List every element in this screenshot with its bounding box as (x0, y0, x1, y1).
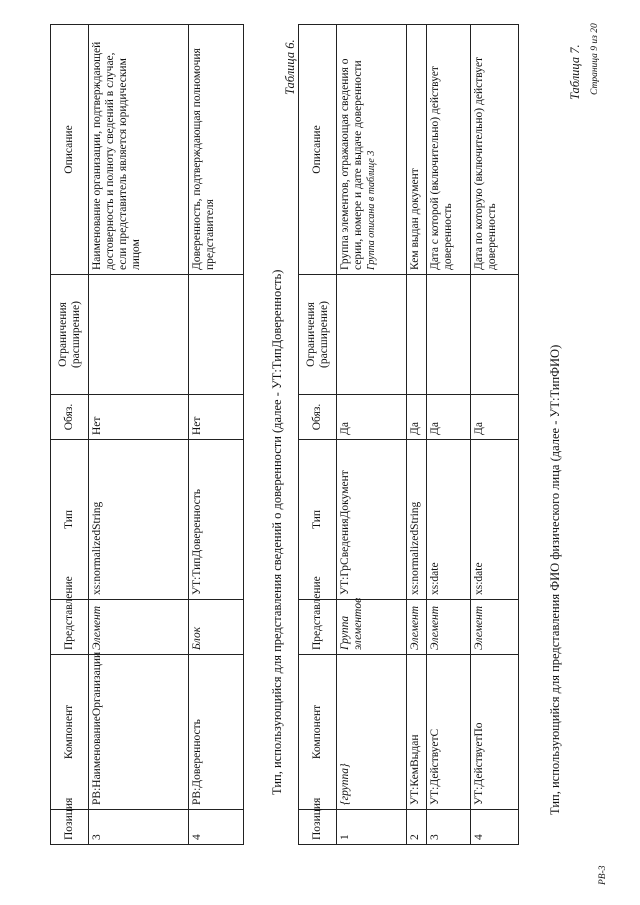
cell-comp: РВ:Доверенность (189, 655, 244, 810)
header-comp: Компонент (299, 655, 337, 810)
cell-type: УТ:ТипДоверенность (189, 440, 244, 600)
cell-lim (337, 275, 407, 395)
cell-req: Да (427, 395, 471, 440)
cell-type: УТ:ГрСведенияДокумент (337, 440, 407, 600)
cell-comp: УТ:КемВыдан (407, 655, 427, 810)
cell-comp: РВ:НаименованиеОрганизации (89, 655, 189, 810)
cell-repr: Элемент (407, 600, 427, 655)
cell-req: Нет (189, 395, 244, 440)
cell-desc-note: Группа описана в таблице 3 (366, 150, 377, 270)
header-repr: Представление (299, 600, 337, 655)
cell-lim (89, 275, 189, 395)
cell-desc: Доверенность, подтверждающая полномочия представителя (189, 25, 244, 275)
header-repr: Представление (51, 600, 89, 655)
cell-req: Нет (89, 395, 189, 440)
cell-repr: Элемент (89, 600, 189, 655)
table6-header (299, 25, 337, 845)
table6-label: Таблица 6. (283, 39, 297, 95)
cell-pos: 1 (337, 810, 407, 845)
cell-type: xs:date (471, 440, 519, 600)
header-pos: Позиция (51, 810, 89, 845)
cell-repr: Элемент (471, 600, 519, 655)
cell-req: Да (471, 395, 519, 440)
cell-req: Да (407, 395, 427, 440)
cell-lim (471, 275, 519, 395)
cell-type: xs:normalizedString (407, 440, 427, 600)
table6-caption: Тип, использующийся для представления сведений о доверенности (далее - УТ:ТипДоверенность) (270, 269, 284, 795)
cell-pos: 3 (427, 810, 471, 845)
cell-pos: 4 (189, 810, 244, 845)
header-comp: Компонент (51, 655, 89, 810)
cell-req: Да (337, 395, 407, 440)
cell-repr: Группа элементов (337, 600, 407, 655)
header-desc: Описание (51, 25, 89, 275)
header-req: Обяз. (51, 395, 89, 440)
cell-comp: УТ:ДействуетС (427, 655, 471, 810)
cell-type: xs:normalizedString (89, 440, 189, 600)
cell-desc: Дата с которой (включительно) действует доверенность (427, 25, 471, 275)
header-type: Тип (51, 440, 89, 600)
cell-desc-text: Группа элементов, отражающая сведения о серии, номере и дате выдаче доверенности (339, 58, 364, 270)
header-req: Обяз. (299, 395, 337, 440)
table-row (407, 25, 427, 845)
cell-desc: Кем выдан документ (407, 25, 427, 275)
cell-comp: {группа} (337, 655, 407, 810)
cell-pos: 2 (407, 810, 427, 845)
cell-lim (189, 275, 244, 395)
header-type: Тип (299, 440, 337, 600)
header-lim: Ограничения (расширение) (299, 275, 337, 395)
table-row (337, 25, 407, 845)
table6 (298, 24, 519, 845)
cell-desc: Дата по которую (включительно) действует доверенность (471, 25, 519, 275)
table7-label: Таблица 7. (568, 44, 582, 100)
table-top (50, 24, 244, 845)
cell-repr: Блок (189, 600, 244, 655)
table-row (471, 25, 519, 845)
header-lim: Ограничения (расширение) (51, 275, 89, 395)
table-row (189, 25, 244, 845)
page-number: Страница 9 из 20 (590, 23, 600, 95)
cell-lim (407, 275, 427, 395)
cell-lim (427, 275, 471, 395)
table-row (427, 25, 471, 845)
cell-desc (337, 25, 407, 275)
cell-desc: Наименование организации, подтверждающей достоверность и полноту сведений в случае, если представитель является юридическим лицом (89, 25, 189, 275)
cell-pos: 3 (89, 810, 189, 845)
cell-type: xs:date (427, 440, 471, 600)
table-top-header (51, 25, 89, 845)
header-pos: Позиция (299, 810, 337, 845)
cell-pos: 4 (471, 810, 519, 845)
header-desc: Описание (299, 25, 337, 275)
cell-repr: Элемент (427, 600, 471, 655)
document-code: РВ-3 (598, 865, 608, 885)
cell-comp: УТ:ДействуетПо (471, 655, 519, 810)
table-row (89, 25, 189, 845)
table7-caption: Тип, использующийся для представления ФИО физического лица (далее - УТ:ТипФИО) (548, 344, 562, 815)
